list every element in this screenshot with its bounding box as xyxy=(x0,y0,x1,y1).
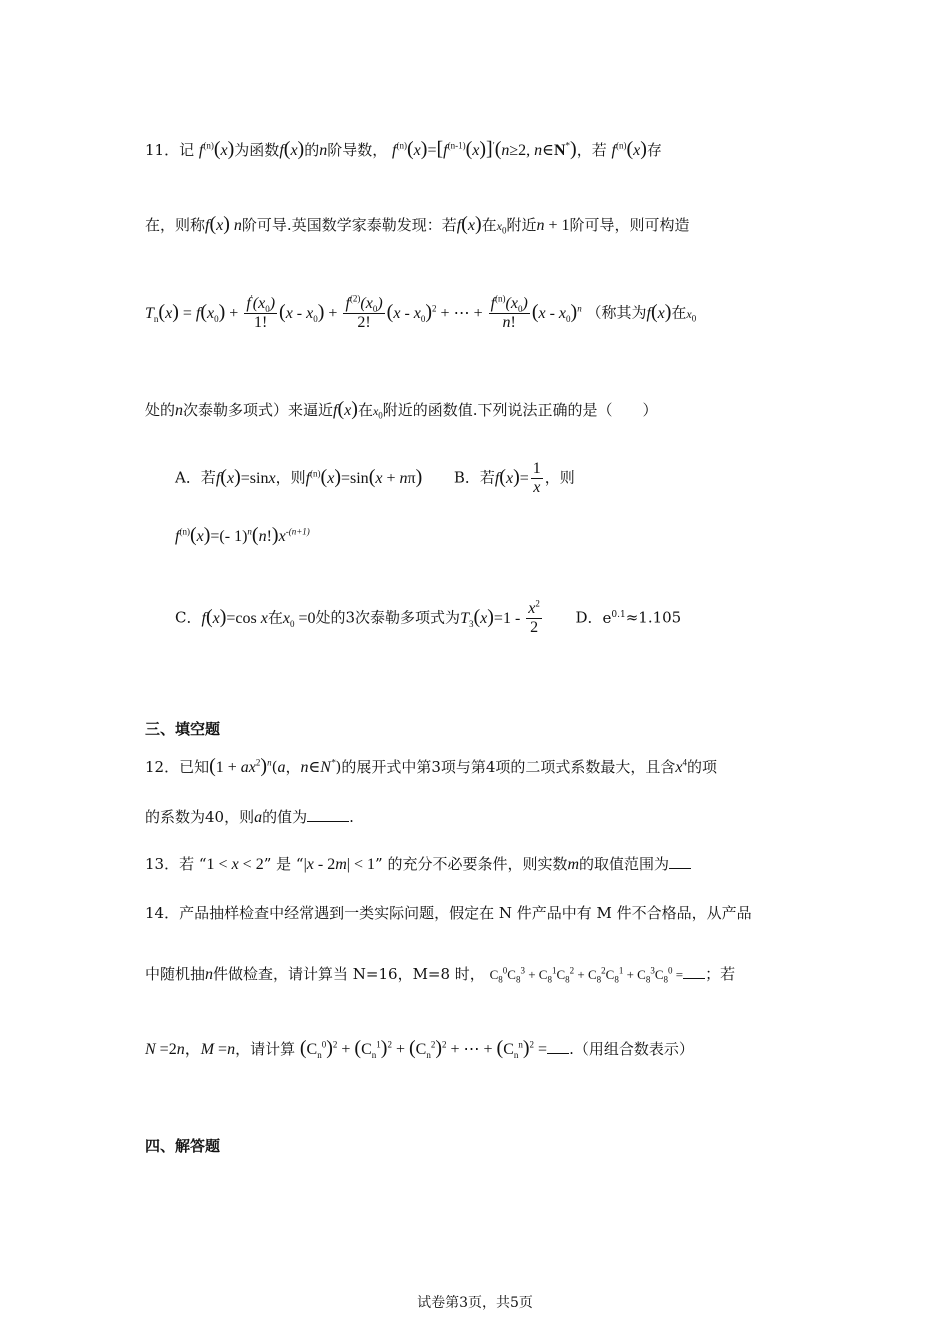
squared-combination-sum: $(C_n^0)^2 + (C_n^1)^2 + (C_n^2)^2$ + ⋯ + $(C_n^n)^2$ = xyxy=(299,1037,548,1061)
q11-number: 11． xyxy=(145,141,180,159)
option-a-b: A．若f(x)=sinx，则$f^{(n)}(x)=\sin(x + n\pi)$ B．若f(x)= $\frac{1}{x}$ ，则 xyxy=(175,460,575,496)
option-b-formula: $f^{(n)}(x)=(-$ $1)^n(n!)x^{-(n+1)}$ xyxy=(175,524,310,546)
nth-derivative-notation: $f^{(n)}(x)$ xyxy=(198,138,235,160)
section-3-title: 三、填空题 xyxy=(145,720,221,738)
combination-sum-formula: $C_8^0C_8^3 + C_8^1C_8^2 + C_8^2C_8^1 + C_8^3C_8^0$ = xyxy=(489,965,684,985)
option-d-label: D． xyxy=(575,608,603,627)
derivative-definition-formula: $f^{(n)}(x)=[f^{(n-1)}(x)]'(n\ge 2$, n∈N*) xyxy=(392,138,577,160)
q14-line-1: 14．产品抽样检查中经常遇到一类实际问题，假定在 N 件产品中有 M 件不合格品，从产品 xyxy=(145,904,752,922)
q11-line-2: 在，则称f(x) n阶可导.英国数学家泰勒发现：若f(x)在$x_0$附近n + 1阶可导，则可构造 xyxy=(145,213,690,236)
q11-line-1: 11．记 $f^{(n)}(x)$为函数f(x)的n阶导数， $f^{(n)}(x)=[f^{(n-1)}(x)]'(n\ge 2$, n∈N*)，若 $f^{(n)}(x)$存 xyxy=(145,138,662,160)
q13-line: 13．若 “1 < x < 2” 是 “|x - 2m| < 1” 的充分不必要条件，则实数m的取值范围为 xyxy=(145,852,691,876)
q12-line-2: 的系数为40，则a的值为 . xyxy=(145,805,354,829)
option-c-label: C． xyxy=(175,608,202,627)
answer-blank[interactable] xyxy=(547,1037,569,1054)
q14-line-3: N =2n，M =n，请计算 $(C_n^0)^2 + (C_n^1)^2 + (C_n^2)^2$ + ⋯ + $(C_n^n)^2$ = .（用组合数表示） xyxy=(145,1037,694,1061)
answer-blank[interactable] xyxy=(669,852,691,869)
answer-blank[interactable] xyxy=(307,805,349,822)
option-a-label: A．若 xyxy=(175,468,216,487)
option-b-label: B．若 xyxy=(453,468,495,487)
q14-line-2: 中随机抽n件做检查，请计算当 N=16，M=8 时， $C_8^0C_8^3 + C_8^1C_8^2 + C_8^2C_8^1 + C_8^3C_8^0$ = ；若 xyxy=(145,962,735,986)
q11-line-4: 处的n次泰勒多项式）来逼近f(x)在$x_0$附近的函数值.下列说法正确的是（ ） xyxy=(145,398,658,421)
answer-blank[interactable] xyxy=(683,962,705,979)
taylor-polynomial-formula: $T_n(x) = f(x_0)$ + $\frac{f'(x_0)}{1!}$ $(x - x_0)$ + $\frac{f^{(2)}(x_0)}{2!}$ $(x - x_0)^2$ + ⋯ + $\frac{f^{(n)}(x_0)}{n!}$ $(x - x_0)^n$ （称其为f(x)在$x_0$ xyxy=(145,293,697,331)
section-4-title: 四、解答题 xyxy=(145,1137,221,1155)
option-c-d: C．f(x)=cos x在$x_0 =0$处的3次泰勒多项式为$T_3(x)=1$ - $\frac{x^2}{2}$ D．$e^{0.1}\approx 1.105$ xyxy=(175,598,682,636)
q12-line-1: 12．已知$(1 + ax^2)^n(a$，n∈N*)的展开式中第3项与第4项的二项式系数最大，且含$x^4$的项 xyxy=(145,755,718,777)
page-footer: 试卷第3页，共5页 xyxy=(417,1295,533,1311)
